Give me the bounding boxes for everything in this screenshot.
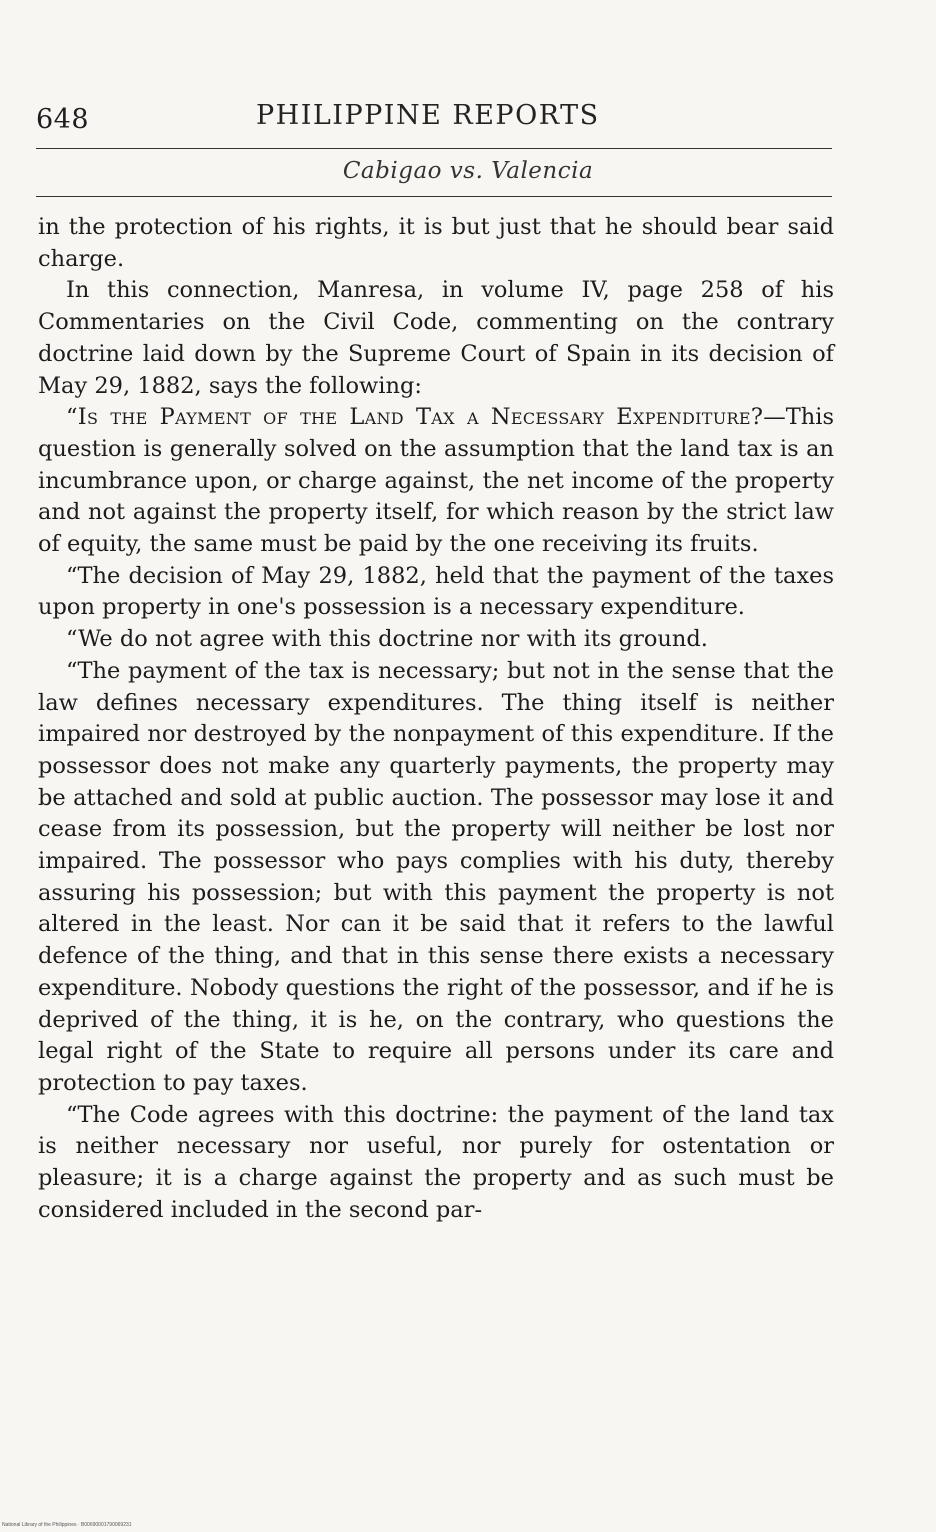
paragraph-disagreement: “We do not agree with this doctrine nor with its ground. (66, 626, 708, 653)
paragraph-code-agrees: “The Code agrees with this doctrine: the payment of the land tax is neither necessary nor useful, nor purely for ostentation or pleasure; it is a charge against the property and as such must be considered included in the second par- (38, 1101, 834, 1223)
header-rule-bottom (36, 196, 832, 197)
section-heading: “Is the Payment of the Land Tax a Necessary Expenditure? (66, 404, 764, 431)
page-header (36, 96, 834, 140)
header-rule-top (36, 148, 832, 149)
page-number: 648 (36, 104, 90, 135)
paragraph-decision-1882: “The decision of May 29, 1882, held that the payment of the taxes upon property in one's possession is a necessary expenditure. (38, 562, 834, 621)
section-text: —This question is generally solved on the assumption that the land tax is an incumbrance upon, or charge against, the net income of the property and not against the property itself, for which reason by the strict law of equity, the same must be paid by the one receiving its fruits. (38, 404, 834, 558)
case-caption: Cabigao vs. Valencia (342, 158, 594, 184)
paragraph-land-tax-question (38, 402, 834, 561)
paragraph-manresa-intro: In this connection, Manresa, in volume IV, page 258 of his Commentaries on the Civil Code, commenting on the contrary doctrine laid down by the Supreme Court of Spain in its decision of May 29, 1882, says the following: (38, 277, 834, 399)
paragraph-continuation: in the protection of his rights, it is but just that he should bear said charge. (38, 214, 834, 272)
body-text (38, 212, 834, 1227)
paragraph-tax-necessary: “The payment of the tax is necessary; but not in the sense that the law defines necessary expenditures. The thing itself is neither impaired nor destroyed by the nonpayment of this expenditure. If the possessor does not make any quarterly payments, the property may be attached and sold at public auction. The possessor may lose it and cease from its possession, but the property will neither be lost nor impaired. The possessor who pays complies with his duty, thereby assuring his possession; but with this payment the property is not altered in the least. Nor can it be said that it refers to the lawful defence of the thing, and that in this sense there exists a necessary expenditure. Nobody questions the right of the possessor, and if he is deprived of the thing, it is he, on the contrary, who questions the legal right of the State to require all persons under its care and protection to pay taxes. (38, 657, 834, 1096)
scan-credit: National Library of the Philippines · B00690001790069231 (2, 1522, 132, 1528)
reporter-title: PHILIPPINE REPORTS (256, 100, 600, 131)
